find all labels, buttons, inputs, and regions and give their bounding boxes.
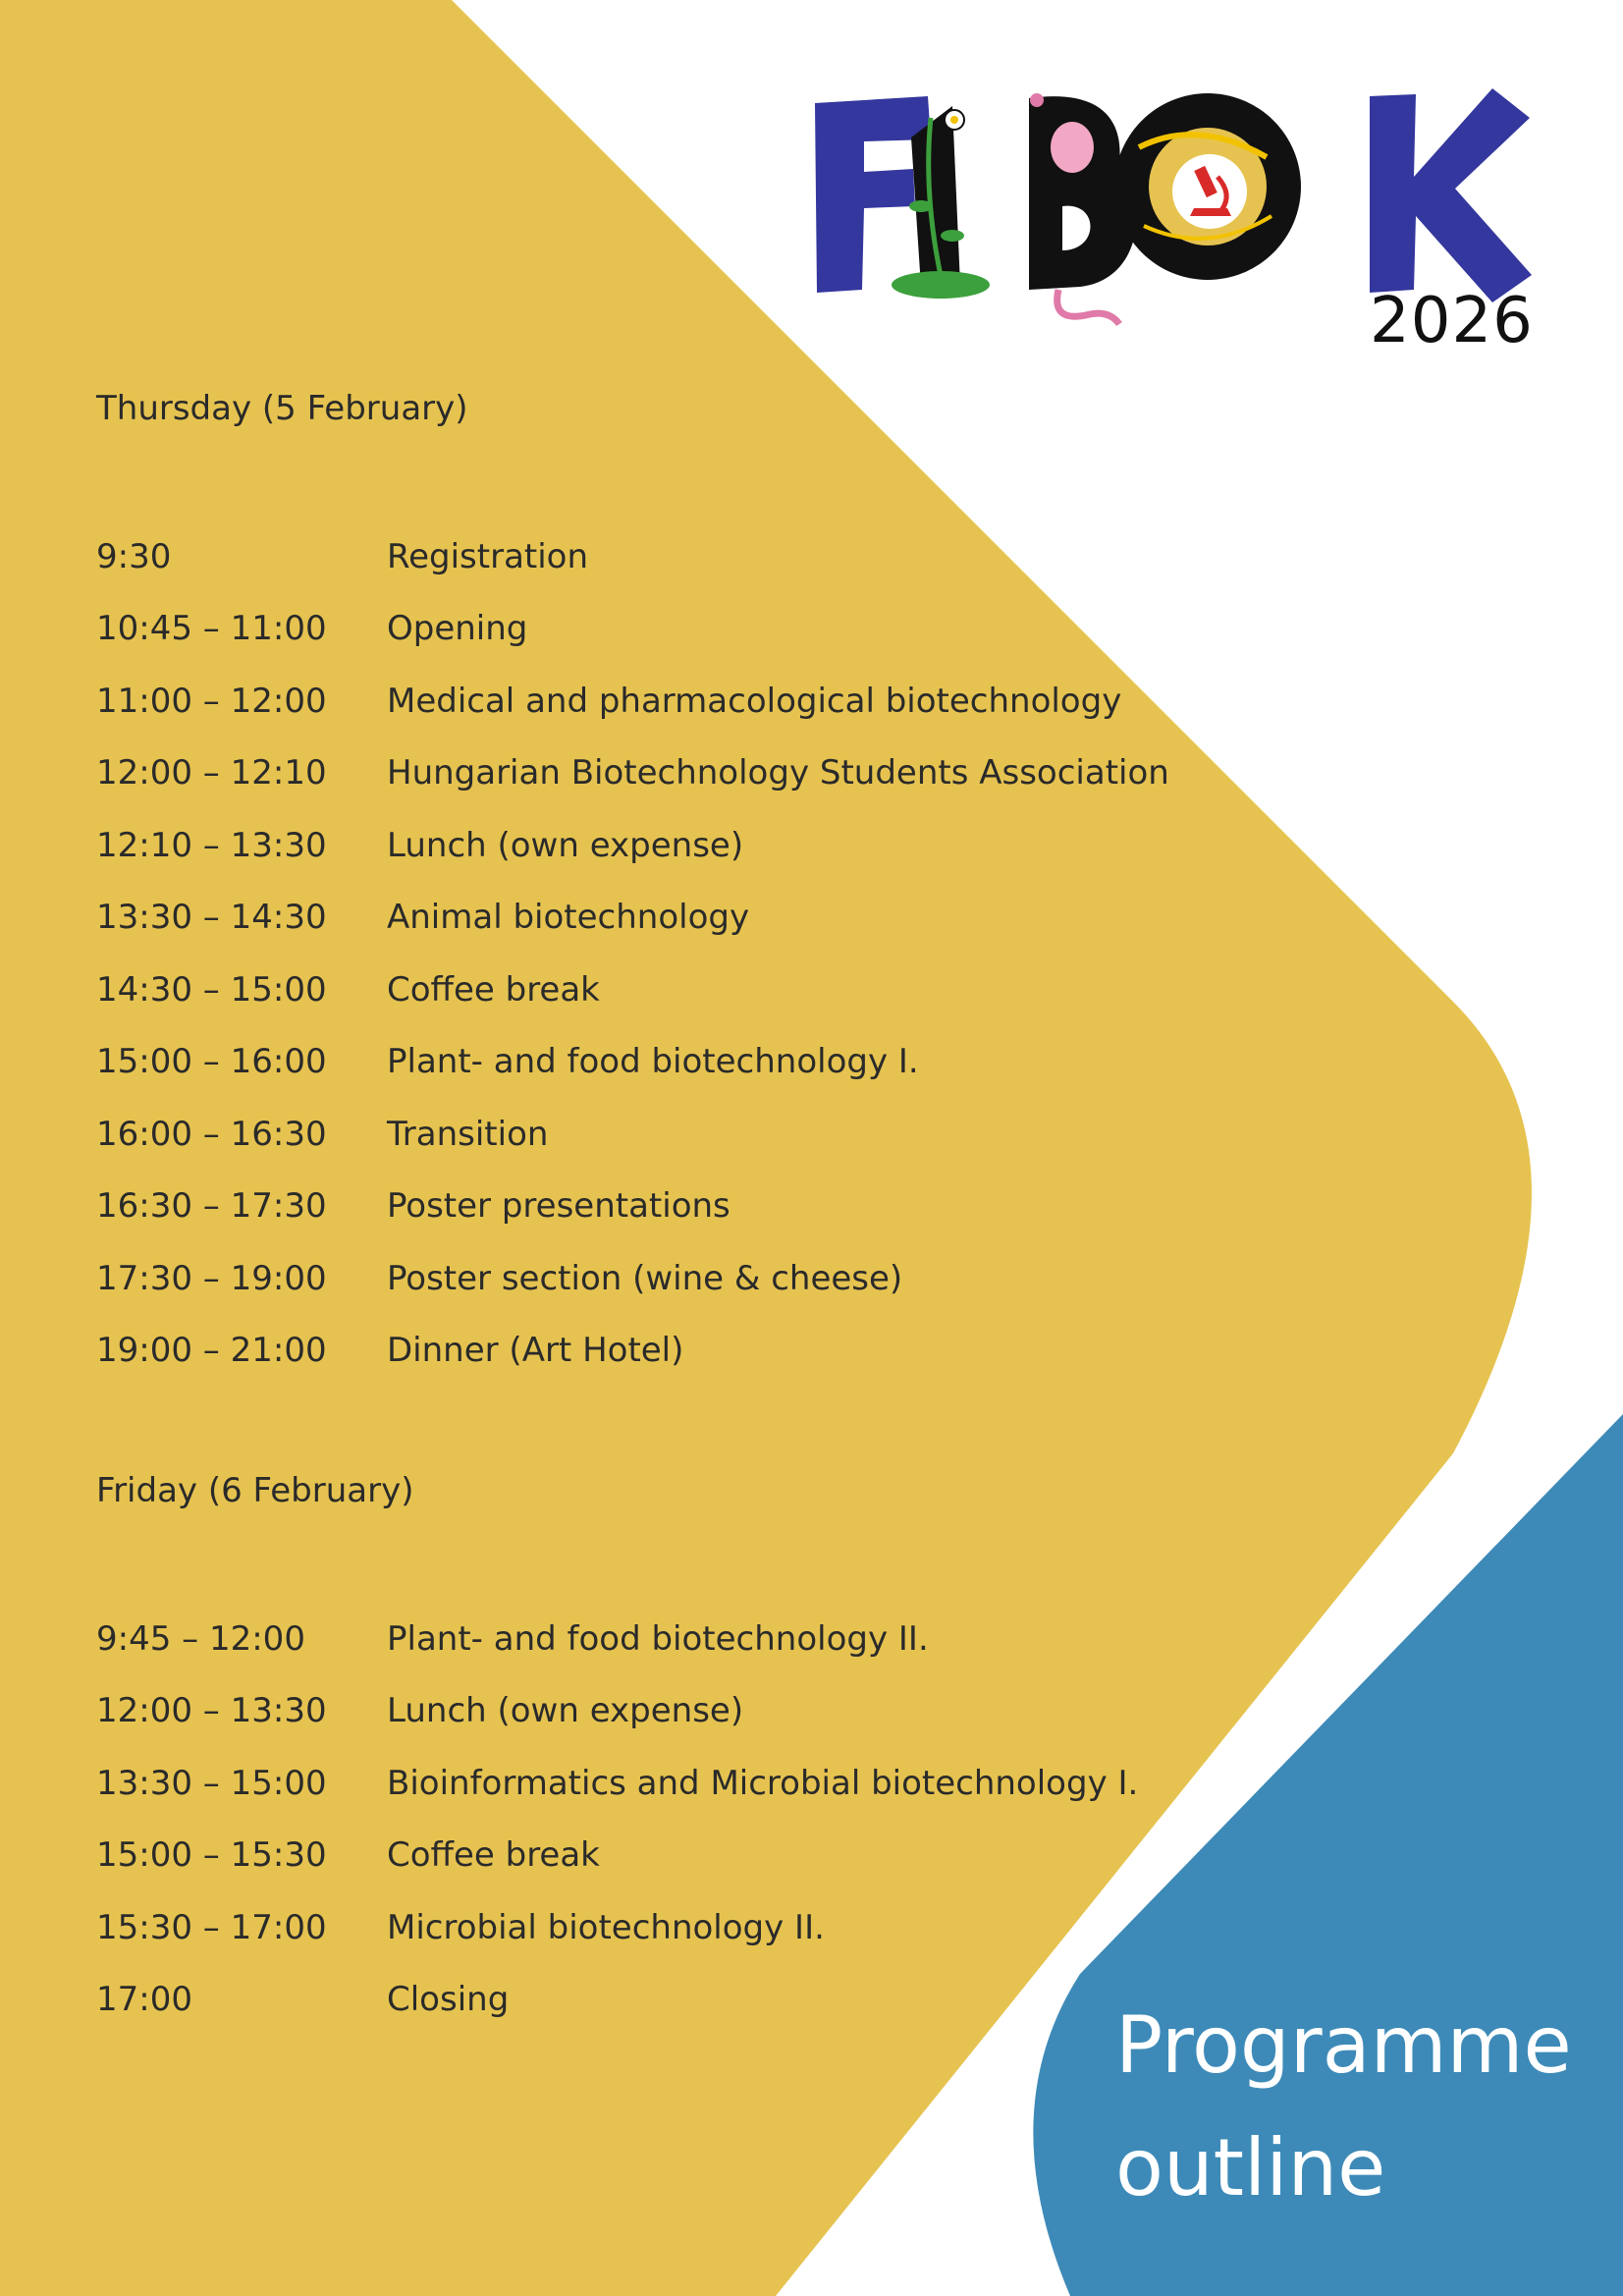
schedule-row <box>96 1603 1138 1675</box>
schedule-row <box>96 1098 1169 1171</box>
programme-title <box>1115 1984 1572 2229</box>
schedule-event: Coffee break <box>387 1835 600 1876</box>
schedule-event: Bioinformatics and Microbial biotechnology I. <box>387 1763 1139 1803</box>
schedule-time: 12:10 – 13:30 <box>96 825 327 865</box>
schedule-row <box>96 1964 1138 2037</box>
schedule-time: 13:30 – 15:00 <box>96 1763 327 1803</box>
schedule-time: 11:00 – 12:00 <box>96 681 327 721</box>
schedule-time: 15:00 – 16:00 <box>96 1042 327 1082</box>
schedule-time: 17:30 – 19:00 <box>96 1258 327 1298</box>
schedule-event: Hungarian Biotechnology Students Association <box>387 753 1169 793</box>
logo-letter-k <box>1370 88 1532 302</box>
schedule-time: 15:30 – 17:00 <box>96 1907 327 1947</box>
schedule-event: Lunch (own expense) <box>387 1691 744 1731</box>
schedule-time: 16:00 – 16:30 <box>96 1114 327 1154</box>
schedule-event: Coffee break <box>387 969 600 1010</box>
schedule-time: 16:30 – 17:30 <box>96 1186 327 1227</box>
schedule-time: 19:00 – 21:00 <box>96 1331 327 1371</box>
schedule-event: Microbial biotechnology II. <box>387 1907 825 1947</box>
schedule-row <box>96 1171 1169 1243</box>
schedule-row <box>96 882 1169 955</box>
schedule-time: 10:45 – 11:00 <box>96 609 327 649</box>
schedule-event: Poster section (wine & cheese) <box>387 1258 903 1298</box>
schedule-row <box>96 1891 1138 1964</box>
schedule-row <box>96 1026 1169 1099</box>
schedule-row <box>96 1747 1138 1820</box>
friday-heading: Friday (6 February) <box>96 1471 414 1510</box>
schedule-event: Plant- and food biotechnology II. <box>387 1618 929 1659</box>
schedule-event: Transition <box>387 1114 549 1154</box>
schedule-event: Medical and pharmacological biotechnology <box>387 681 1122 721</box>
schedule-time: 9:45 – 12:00 <box>96 1618 305 1659</box>
schedule-row <box>96 1820 1138 1892</box>
schedule-row <box>96 520 1169 593</box>
schedule-event: Closing <box>387 1980 510 2020</box>
schedule-event: Lunch (own expense) <box>387 825 744 865</box>
schedule-event: Registration <box>387 536 589 576</box>
thursday-heading: Thursday (5 February) <box>96 389 468 428</box>
schedule-row <box>96 1315 1169 1388</box>
schedule-row <box>96 738 1169 810</box>
schedule-row <box>96 665 1169 738</box>
schedule-time: 14:30 – 15:00 <box>96 969 327 1010</box>
thursday-schedule <box>96 520 1169 1387</box>
schedule-time: 12:00 – 12:10 <box>96 753 327 793</box>
schedule-row <box>96 593 1169 666</box>
schedule-row <box>96 954 1169 1026</box>
schedule-time: 12:00 – 13:30 <box>96 1691 327 1731</box>
logo-letter-f <box>815 96 931 293</box>
schedule-time: 17:00 <box>96 1980 192 2020</box>
schedule-event: Poster presentations <box>387 1186 730 1227</box>
schedule-row <box>96 1242 1169 1315</box>
programme-title-line2: outline <box>1115 2122 1386 2214</box>
schedule-event: Plant- and food biotechnology I. <box>387 1042 919 1082</box>
schedule-row <box>96 1675 1138 1748</box>
schedule-time: 15:00 – 15:30 <box>96 1835 327 1876</box>
schedule-event: Dinner (Art Hotel) <box>387 1331 684 1371</box>
schedule-time: 9:30 <box>96 536 172 576</box>
friday-schedule <box>96 1603 1138 2036</box>
schedule-event: Opening <box>387 609 528 649</box>
programme-title-line1: Programme <box>1115 1999 1572 2091</box>
logo-year: 2026 <box>1370 285 1534 357</box>
schedule-time: 13:30 – 14:30 <box>96 898 327 938</box>
schedule-event: Animal biotechnology <box>387 898 750 938</box>
logo-letter-o-microscope <box>1114 93 1301 280</box>
schedule-row <box>96 809 1169 882</box>
